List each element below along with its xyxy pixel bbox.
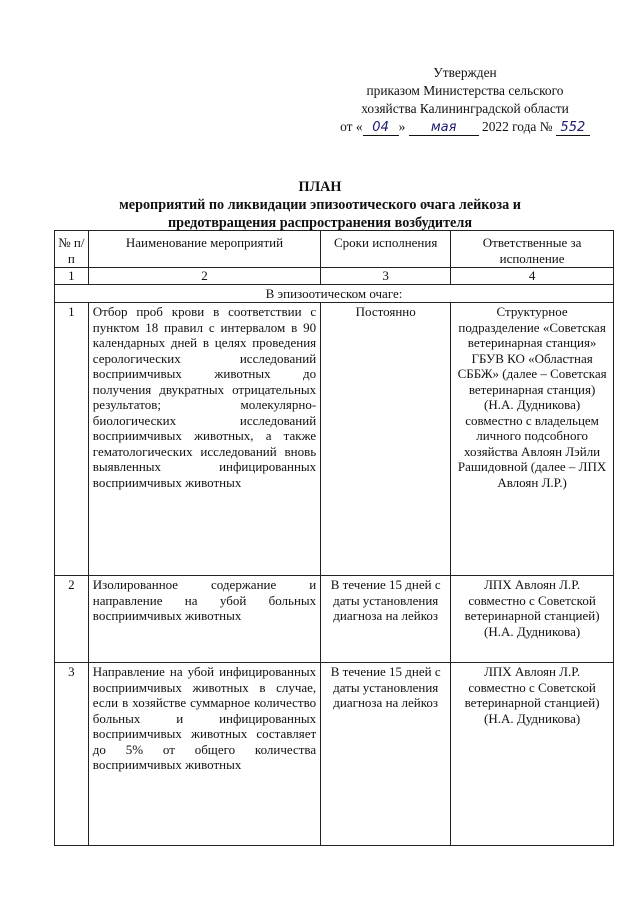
handwritten-day: 04 [363,121,399,136]
table-row [55,576,614,663]
row-term: Постоянно [321,303,451,576]
approval-line-3: хозяйства Калининградской области [361,101,569,116]
col-number: 1 [55,268,89,285]
date-mid: » [398,119,406,134]
column-number-row [55,268,614,285]
row-responsible: ЛПХ Авлоян Л.Р. совместно с Советской ветеринарной станцией) (Н.А. Дудникова) [451,576,614,663]
row-num: 1 [55,303,89,576]
row-responsible: Структурное подразделение «Советская ветеринарная станция» ГБУВ КО «Областная СББЖ» (далее – Советская ветеринарная станция) (Н.А. Дудникова) совместно с владельцем личного подсобного хозяйства Авлоян Лэйли Рашидовной (далее – ЛПХ Авлоян Л.Р.) [451,303,614,576]
table-row [55,303,614,576]
table-row [55,663,614,846]
plan-table [54,230,614,846]
row-name: Отбор проб крови в соответствии с пунктом 18 правил с интервалом в 90 календарных дней в целях проведения серологических исследований восприимчивых животных до получения двукратных отрицательных результатов; молекулярно-биологических исследований восприимчивых животных, а также гематологических исследований вновь выявленных инфицированных восприимчивых животных [88,303,320,576]
approval-line-1: Утвержден [433,65,497,80]
row-name: Направление на убой инфицированных восприимчивых животных в случае, если в хозяйстве суммарное количество больных и инфицированных восприимчивых животных составляет до 5% от общего количества восприимчивых животных [88,663,320,846]
title-line-2: мероприятий по ликвидации эпизоотического очага лейкоза и [119,197,521,213]
header-name: Наименование мероприятий [88,231,320,268]
document-title [40,178,600,232]
date-prefix: от « [340,119,363,134]
col-number: 4 [451,268,614,285]
handwritten-month: мая [409,121,479,136]
date-year: 2022 года № [482,119,553,134]
row-num: 2 [55,576,89,663]
section-label: В эпизоотическом очаге: [55,284,614,303]
header-term: Сроки исполнения [321,231,451,268]
row-name: Изолированное содержание и направление на убой больных восприимчивых животных [88,576,320,663]
approval-line-2: приказом Министерства сельского [366,83,564,98]
header-num: № п/п [55,231,89,268]
approval-date-line [330,118,600,136]
section-row [55,284,614,303]
header-responsible: Ответственные за исполнение [451,231,614,268]
title-line-1: ПЛАН [298,179,342,195]
row-num: 3 [55,663,89,846]
row-responsible: ЛПХ Авлоян Л.Р. совместно с Советской ветеринарной станцией) (Н.А. Дудникова) [451,663,614,846]
title-line-3: предотвращения распространения возбудителя [168,215,472,231]
row-term: В течение 15 дней с даты установления диагноза на лейкоз [321,663,451,846]
row-term: В течение 15 дней с даты установления диагноза на лейкоз [321,576,451,663]
table-header-row [55,231,614,268]
col-number: 2 [88,268,320,285]
approval-block [330,64,600,136]
handwritten-number: 552 [556,121,590,136]
col-number: 3 [321,268,451,285]
